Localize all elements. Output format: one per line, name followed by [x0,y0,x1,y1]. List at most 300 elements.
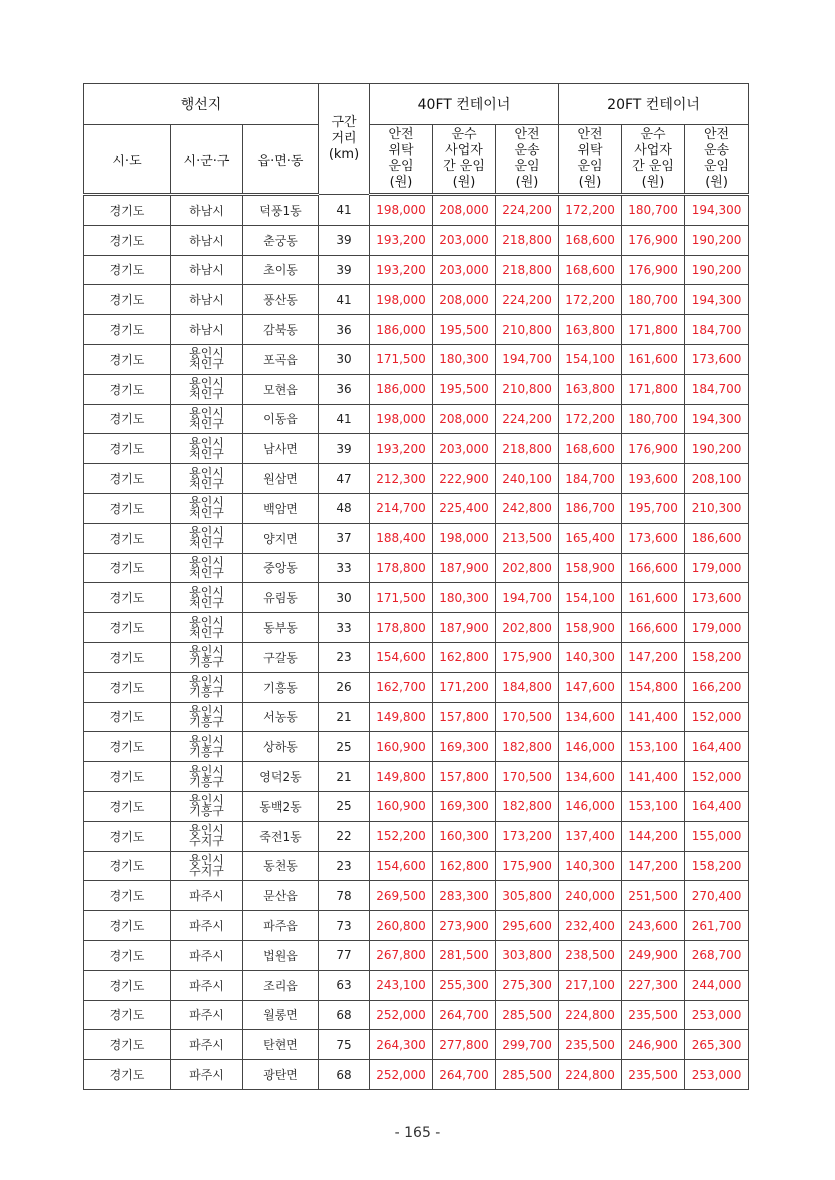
cell-rate: 194,300 [685,404,749,434]
cell-rate: 157,800 [433,702,496,732]
cell-rate: 198,000 [370,285,433,315]
cell-rate: 146,000 [559,732,622,762]
cell-dong: 영덕2동 [243,762,319,792]
cell-rate: 152,000 [685,762,749,792]
cell-sido: 경기도 [84,195,171,226]
cell-rate: 210,300 [685,493,749,523]
cell-sido: 경기도 [84,255,171,285]
table-row [84,642,749,672]
table-row [84,702,749,732]
cell-sigungu: 용인시 처인구 [171,464,243,494]
cell-dong: 모현읍 [243,374,319,404]
cell-dong: 풍산동 [243,285,319,315]
cell-sigungu: 용인시 기흥구 [171,732,243,762]
cell-distance: 73 [319,911,370,941]
cell-rate: 186,600 [685,523,749,553]
cell-rate: 285,500 [496,1000,559,1030]
cell-rate: 160,300 [433,821,496,851]
cell-rate: 166,600 [622,553,685,583]
cell-dong: 유림동 [243,583,319,613]
cell-sido: 경기도 [84,791,171,821]
cell-sigungu: 용인시 처인구 [171,374,243,404]
cell-distance: 23 [319,642,370,672]
cell-rate: 153,100 [622,732,685,762]
cell-rate: 193,600 [622,464,685,494]
cell-dong: 문산읍 [243,881,319,911]
cell-rate: 179,000 [685,553,749,583]
cell-rate: 264,700 [433,1060,496,1090]
cell-rate: 176,900 [622,434,685,464]
header-sigungu: 시·군·구 [171,125,243,195]
cell-rate: 188,400 [370,523,433,553]
cell-rate: 158,900 [559,613,622,643]
cell-distance: 30 [319,583,370,613]
table-row [84,315,749,345]
cell-rate: 164,400 [685,732,749,762]
cell-rate: 154,600 [370,851,433,881]
table-row [84,821,749,851]
cell-rate: 187,900 [433,613,496,643]
cell-sigungu: 용인시 처인구 [171,613,243,643]
cell-rate: 242,800 [496,493,559,523]
cell-dong: 남사면 [243,434,319,464]
cell-distance: 26 [319,672,370,702]
cell-sido: 경기도 [84,523,171,553]
cell-rate: 154,800 [622,672,685,702]
header-sido: 시·도 [84,125,171,195]
cell-rate: 232,400 [559,911,622,941]
cell-rate: 275,300 [496,970,559,1000]
cell-distance: 41 [319,195,370,226]
cell-rate: 173,600 [685,583,749,613]
cell-sido: 경기도 [84,285,171,315]
cell-rate: 175,900 [496,851,559,881]
cell-rate: 190,200 [685,434,749,464]
cell-rate: 162,700 [370,672,433,702]
cell-distance: 33 [319,553,370,583]
table-row [84,493,749,523]
cell-sigungu: 파주시 [171,1000,243,1030]
cell-sigungu: 용인시 처인구 [171,434,243,464]
header-eupmyeondong: 읍·면·동 [243,125,319,195]
table-row [84,851,749,881]
table-row [84,523,749,553]
cell-rate: 210,800 [496,315,559,345]
cell-rate: 186,000 [370,315,433,345]
cell-rate: 203,000 [433,255,496,285]
cell-distance: 36 [319,374,370,404]
cell-rate: 155,000 [685,821,749,851]
cell-sigungu: 파주시 [171,1030,243,1060]
cell-sigungu: 하남시 [171,225,243,255]
cell-sigungu: 용인시 기흥구 [171,791,243,821]
cell-sido: 경기도 [84,642,171,672]
cell-rate: 163,800 [559,374,622,404]
table-row [84,255,749,285]
header-price-col-6: 안전 운송 운임 (원) [685,125,749,195]
cell-sigungu: 파주시 [171,970,243,1000]
page-number: - 165 - [394,1125,441,1141]
cell-dong: 덕풍1동 [243,195,319,226]
table-row [84,970,749,1000]
cell-rate: 154,100 [559,583,622,613]
cell-distance: 48 [319,493,370,523]
cell-sido: 경기도 [84,464,171,494]
cell-rate: 253,000 [685,1000,749,1030]
cell-dong: 감북동 [243,315,319,345]
cell-rate: 172,200 [559,404,622,434]
cell-distance: 75 [319,1030,370,1060]
cell-rate: 244,000 [685,970,749,1000]
cell-distance: 77 [319,940,370,970]
cell-sido: 경기도 [84,851,171,881]
cell-rate: 208,100 [685,464,749,494]
cell-sigungu: 용인시 기흥구 [171,762,243,792]
table-row [84,195,749,226]
cell-rate: 171,800 [622,374,685,404]
cell-rate: 184,700 [685,374,749,404]
cell-dong: 포곡읍 [243,344,319,374]
cell-sigungu: 파주시 [171,911,243,941]
cell-rate: 195,500 [433,374,496,404]
cell-rate: 194,300 [685,285,749,315]
table-row [84,613,749,643]
cell-rate: 162,800 [433,851,496,881]
cell-rate: 180,300 [433,583,496,613]
cell-rate: 141,400 [622,762,685,792]
cell-rate: 182,800 [496,791,559,821]
cell-rate: 299,700 [496,1030,559,1060]
cell-rate: 203,000 [433,225,496,255]
cell-sigungu: 용인시 기흥구 [171,642,243,672]
cell-dong: 동백2동 [243,791,319,821]
table-row [84,791,749,821]
table-row [84,225,749,255]
cell-rate: 169,300 [433,732,496,762]
cell-distance: 37 [319,523,370,553]
cell-rate: 235,500 [559,1030,622,1060]
cell-rate: 243,600 [622,911,685,941]
cell-sido: 경기도 [84,404,171,434]
cell-rate: 163,800 [559,315,622,345]
cell-dong: 파주읍 [243,911,319,941]
cell-rate: 260,800 [370,911,433,941]
cell-rate: 277,800 [433,1030,496,1060]
cell-dong: 법원읍 [243,940,319,970]
cell-distance: 68 [319,1060,370,1090]
cell-rate: 224,200 [496,285,559,315]
cell-dong: 상하동 [243,732,319,762]
cell-rate: 303,800 [496,940,559,970]
cell-rate: 176,900 [622,255,685,285]
cell-rate: 161,600 [622,344,685,374]
cell-rate: 225,400 [433,493,496,523]
cell-rate: 157,800 [433,762,496,792]
cell-sigungu: 용인시 처인구 [171,344,243,374]
cell-rate: 160,900 [370,791,433,821]
cell-rate: 180,700 [622,404,685,434]
cell-rate: 152,000 [685,702,749,732]
header-price-col-4: 안전 위탁 운임 (원) [559,125,622,195]
cell-dong: 월롱면 [243,1000,319,1030]
cell-rate: 208,000 [433,195,496,226]
cell-rate: 180,300 [433,344,496,374]
cell-sigungu: 용인시 수지구 [171,821,243,851]
cell-rate: 235,500 [622,1060,685,1090]
cell-rate: 173,600 [622,523,685,553]
header-price-col-2: 운수 사업자 간 운임 (원) [433,125,496,195]
cell-rate: 134,600 [559,762,622,792]
cell-dong: 백암면 [243,493,319,523]
cell-sigungu: 용인시 처인구 [171,583,243,613]
cell-dong: 탄현면 [243,1030,319,1060]
cell-rate: 147,600 [559,672,622,702]
cell-rate: 146,000 [559,791,622,821]
cell-sido: 경기도 [84,672,171,702]
cell-rate: 165,400 [559,523,622,553]
cell-rate: 158,900 [559,553,622,583]
header-distance: 구간 거리 (km) [319,84,370,195]
cell-rate: 186,700 [559,493,622,523]
cell-rate: 176,900 [622,225,685,255]
cell-rate: 283,300 [433,881,496,911]
cell-rate: 134,600 [559,702,622,732]
cell-rate: 153,100 [622,791,685,821]
cell-rate: 164,400 [685,791,749,821]
cell-sido: 경기도 [84,225,171,255]
cell-rate: 173,200 [496,821,559,851]
cell-rate: 193,200 [370,255,433,285]
cell-rate: 193,200 [370,434,433,464]
cell-rate: 214,700 [370,493,433,523]
cell-rate: 270,400 [685,881,749,911]
cell-sigungu: 하남시 [171,195,243,226]
table-row [84,881,749,911]
table-row [84,940,749,970]
cell-sido: 경기도 [84,940,171,970]
cell-sido: 경기도 [84,821,171,851]
cell-rate: 175,900 [496,642,559,672]
cell-sigungu: 용인시 처인구 [171,523,243,553]
cell-rate: 240,100 [496,464,559,494]
cell-rate: 171,500 [370,344,433,374]
table-row [84,464,749,494]
cell-distance: 41 [319,404,370,434]
cell-distance: 25 [319,791,370,821]
cell-sigungu: 파주시 [171,940,243,970]
cell-rate: 198,000 [433,523,496,553]
cell-rate: 195,700 [622,493,685,523]
cell-rate: 255,300 [433,970,496,1000]
table-row [84,344,749,374]
cell-rate: 202,800 [496,553,559,583]
cell-rate: 273,900 [433,911,496,941]
cell-rate: 210,800 [496,374,559,404]
cell-distance: 25 [319,732,370,762]
cell-rate: 252,000 [370,1060,433,1090]
cell-sigungu: 용인시 처인구 [171,493,243,523]
table-row [84,762,749,792]
cell-rate: 217,100 [559,970,622,1000]
cell-rate: 172,200 [559,195,622,226]
cell-rate: 305,800 [496,881,559,911]
cell-sigungu: 용인시 처인구 [171,404,243,434]
cell-sigungu: 용인시 기흥구 [171,702,243,732]
cell-rate: 264,300 [370,1030,433,1060]
cell-rate: 240,000 [559,881,622,911]
cell-rate: 180,700 [622,195,685,226]
cell-distance: 21 [319,762,370,792]
cell-rate: 149,800 [370,762,433,792]
cell-rate: 261,700 [685,911,749,941]
cell-rate: 154,600 [370,642,433,672]
cell-rate: 265,300 [685,1030,749,1060]
cell-dong: 이동읍 [243,404,319,434]
cell-rate: 179,000 [685,613,749,643]
header-route: 행선지 [84,84,319,125]
cell-rate: 208,000 [433,404,496,434]
cell-rate: 182,800 [496,732,559,762]
cell-rate: 198,000 [370,195,433,226]
table-row [84,732,749,762]
cell-sido: 경기도 [84,1030,171,1060]
cell-rate: 222,900 [433,464,496,494]
cell-rate: 168,600 [559,434,622,464]
cell-rate: 252,000 [370,1000,433,1030]
cell-distance: 63 [319,970,370,1000]
cell-sido: 경기도 [84,970,171,1000]
cell-rate: 212,300 [370,464,433,494]
cell-rate: 202,800 [496,613,559,643]
cell-dong: 원삼면 [243,464,319,494]
cell-rate: 224,200 [496,404,559,434]
table-row [84,374,749,404]
cell-sigungu: 하남시 [171,285,243,315]
cell-rate: 285,500 [496,1060,559,1090]
cell-sido: 경기도 [84,881,171,911]
cell-rate: 194,700 [496,583,559,613]
cell-rate: 268,700 [685,940,749,970]
cell-dong: 서농동 [243,702,319,732]
cell-rate: 190,200 [685,225,749,255]
cell-rate: 160,900 [370,732,433,762]
cell-dong: 동부동 [243,613,319,643]
cell-rate: 249,900 [622,940,685,970]
cell-sido: 경기도 [84,1060,171,1090]
header-price-col-3: 안전 운송 운임 (원) [496,125,559,195]
cell-rate: 144,200 [622,821,685,851]
cell-sido: 경기도 [84,762,171,792]
cell-rate: 158,200 [685,851,749,881]
cell-rate: 243,100 [370,970,433,1000]
cell-sido: 경기도 [84,553,171,583]
table-row [84,911,749,941]
header-price-col-1: 안전 위탁 운임 (원) [370,125,433,195]
cell-sigungu: 파주시 [171,1060,243,1090]
cell-rate: 224,800 [559,1000,622,1030]
cell-distance: 47 [319,464,370,494]
cell-distance: 39 [319,255,370,285]
cell-rate: 154,100 [559,344,622,374]
cell-sigungu: 용인시 처인구 [171,553,243,583]
cell-rate: 238,500 [559,940,622,970]
cell-rate: 187,900 [433,553,496,583]
cell-rate: 180,700 [622,285,685,315]
cell-rate: 149,800 [370,702,433,732]
cell-distance: 33 [319,613,370,643]
cell-rate: 166,200 [685,672,749,702]
cell-rate: 178,800 [370,553,433,583]
cell-dong: 중앙동 [243,553,319,583]
cell-rate: 218,800 [496,255,559,285]
header-20ft: 20FT 컨테이너 [559,84,749,125]
cell-rate: 246,900 [622,1030,685,1060]
cell-rate: 147,200 [622,642,685,672]
cell-rate: 267,800 [370,940,433,970]
cell-dong: 구갈동 [243,642,319,672]
cell-distance: 41 [319,285,370,315]
cell-dong: 조리읍 [243,970,319,1000]
cell-distance: 23 [319,851,370,881]
cell-rate: 171,200 [433,672,496,702]
cell-rate: 281,500 [433,940,496,970]
cell-rate: 171,500 [370,583,433,613]
cell-rate: 235,500 [622,1000,685,1030]
cell-rate: 161,600 [622,583,685,613]
rate-table-body [84,195,749,1090]
cell-rate: 224,200 [496,195,559,226]
cell-rate: 147,200 [622,851,685,881]
rate-table [83,83,749,1090]
cell-dong: 춘궁동 [243,225,319,255]
table-row [84,434,749,464]
cell-rate: 213,500 [496,523,559,553]
cell-dong: 죽전1동 [243,821,319,851]
cell-dong: 광탄면 [243,1060,319,1090]
cell-rate: 166,600 [622,613,685,643]
table-row [84,583,749,613]
cell-rate: 208,000 [433,285,496,315]
cell-rate: 218,800 [496,225,559,255]
cell-sigungu: 용인시 수지구 [171,851,243,881]
cell-rate: 140,300 [559,642,622,672]
cell-rate: 170,500 [496,762,559,792]
cell-sido: 경기도 [84,1000,171,1030]
cell-sido: 경기도 [84,493,171,523]
cell-distance: 39 [319,225,370,255]
cell-sido: 경기도 [84,911,171,941]
cell-rate: 137,400 [559,821,622,851]
table-row [84,285,749,315]
cell-rate: 140,300 [559,851,622,881]
table-row [84,672,749,702]
cell-sido: 경기도 [84,583,171,613]
header-price-col-5: 운수 사업자 간 운임 (원) [622,125,685,195]
cell-rate: 168,600 [559,225,622,255]
cell-sido: 경기도 [84,374,171,404]
cell-dong: 동천동 [243,851,319,881]
cell-distance: 36 [319,315,370,345]
cell-rate: 184,800 [496,672,559,702]
cell-rate: 169,300 [433,791,496,821]
cell-sido: 경기도 [84,315,171,345]
table-row [84,1030,749,1060]
cell-rate: 173,600 [685,344,749,374]
cell-dong: 기흥동 [243,672,319,702]
cell-rate: 158,200 [685,642,749,672]
cell-rate: 203,000 [433,434,496,464]
table-row [84,1000,749,1030]
